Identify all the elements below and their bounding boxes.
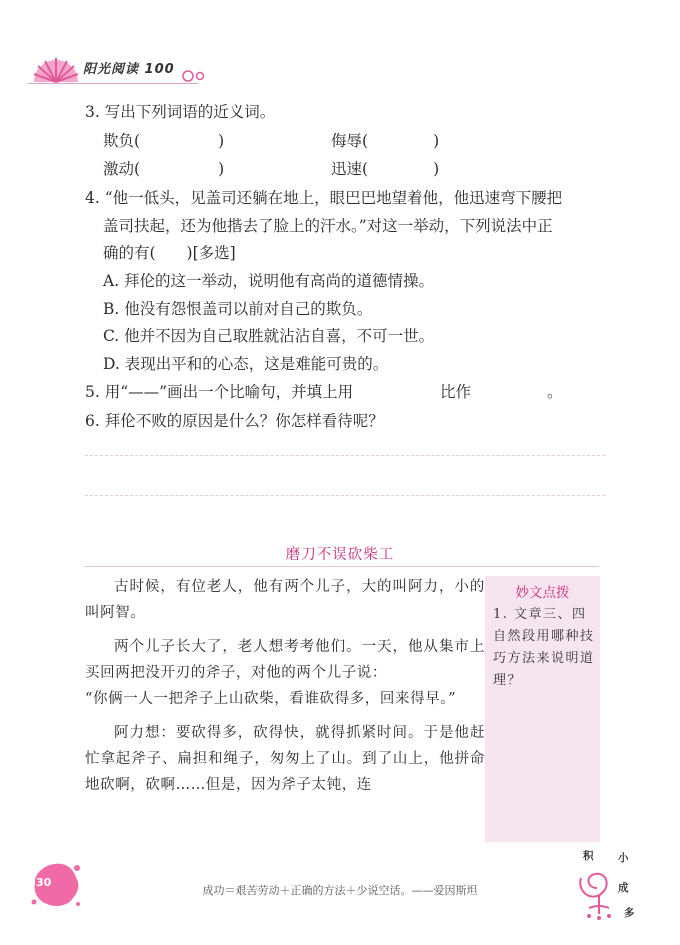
page-number: 30 bbox=[36, 876, 52, 889]
sidebar-question: 1. 文章三、四自然段用哪种技巧方法来说明道理？ bbox=[493, 607, 595, 688]
q5-text-end: 。 bbox=[547, 383, 563, 401]
q4-line-1: 4. “他一低头，见盖司还躺在地上，眼巴巴地望着他，他迅速弯下腰把 bbox=[85, 189, 563, 207]
q3-prompt: 3. 写出下列词语的近义词。 bbox=[85, 103, 276, 121]
tips-sidebar bbox=[485, 576, 600, 842]
q4-option-d: D. 表现出平和的心态，这是难能可贵的。 bbox=[103, 355, 389, 373]
q4-line-2: 盖司扶起，还为他揩去了脸上的汗水。”对这一举动，下列说法中正 bbox=[103, 217, 553, 235]
logo-char: 成 bbox=[618, 882, 629, 894]
q3-word: 侮辱( bbox=[331, 132, 369, 150]
q4-option-a: A. 拜伦的这一举动，说明他有高尚的道德情操。 bbox=[103, 272, 435, 290]
q4-option-c: C. 他并不因为自己取胜就沾沾自喜，不可一世。 bbox=[103, 327, 435, 345]
q3-item-2: 侮辱( ) bbox=[331, 132, 440, 150]
q3-item-4: 迅速( ) bbox=[331, 160, 440, 178]
story-body bbox=[85, 574, 485, 798]
sidebar-title: 妙文点拨 bbox=[515, 585, 570, 601]
story-paragraph: “你俩一人一把斧子上山砍柴，看谁砍得多，回来得早。” bbox=[85, 691, 457, 707]
logo-char: 小 bbox=[618, 852, 629, 864]
logo-char: 积 bbox=[583, 850, 594, 862]
q4-option-b: B. 他没有怨恨盖司以前对自己的欺负。 bbox=[103, 300, 373, 318]
q3-word: 欺负( bbox=[103, 132, 141, 150]
q3-word: 激动( bbox=[103, 160, 141, 178]
header-title: 阳光阅读 100 bbox=[83, 62, 175, 77]
q4-line-3: 确的有( )[多选] bbox=[103, 244, 236, 262]
q5-text-mid: 比作 bbox=[440, 383, 472, 401]
story-title-rule bbox=[84, 566, 599, 567]
story-title: 磨刀不误砍柴工 bbox=[285, 547, 395, 563]
q3-item-1: 欺负( ) bbox=[103, 132, 225, 150]
q3-item-3: 激动( ) bbox=[103, 160, 225, 178]
footer-quote: 成功＝艰苦劳动＋正确的方法＋少说空话。——爱因斯坦 bbox=[202, 884, 478, 897]
header-rule bbox=[28, 83, 198, 84]
logo-char: 多 bbox=[624, 907, 635, 919]
answer-line bbox=[85, 455, 605, 456]
q6-text: 6. 拜伦不败的原因是什么？你怎样看待呢？ bbox=[85, 412, 384, 430]
q5-text: 5. 用“——”画出一个比喻句，并填上用 bbox=[85, 383, 354, 401]
story-paragraph: 两个儿子长大了，老人想考考他们。一天，他从集市上买回两把没开刃的斧子，对他的两个儿子说： bbox=[85, 639, 485, 681]
answer-line bbox=[85, 495, 605, 496]
story-paragraph: 古时候，有位老人，他有两个儿子，大的叫阿力，小的叫阿智。 bbox=[85, 579, 485, 621]
story-paragraph: 阿力想：要砍得多，砍得快，就得抓紧时间。于是他赶忙拿起斧子、扁担和绳子，匆匆上了山。到了山上，他拼命地砍啊，砍啊……但是，因为斧子太钝，连 bbox=[85, 725, 485, 793]
q3-word: 迅速( bbox=[331, 160, 369, 178]
